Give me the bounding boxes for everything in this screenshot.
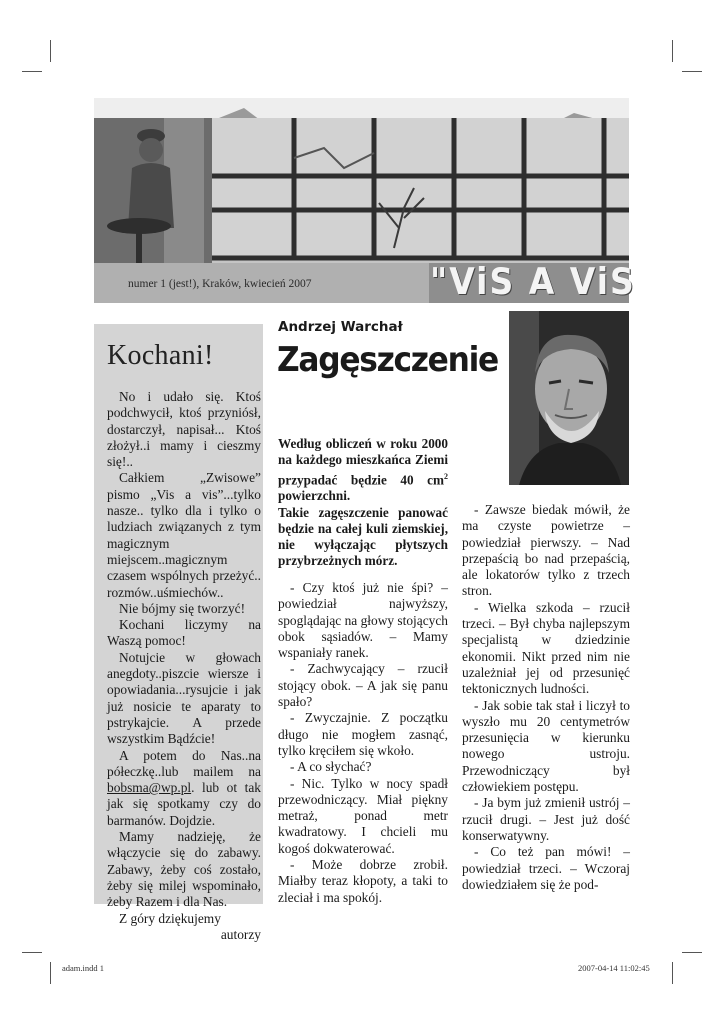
- article-author: Andrzej Warchał: [278, 319, 403, 335]
- footer-filename: adam.indd 1: [62, 963, 105, 973]
- article-column-3: [462, 502, 630, 893]
- article-paragraph: - A co słychać?: [290, 759, 372, 775]
- logo: "ViS A ViS: [430, 260, 636, 303]
- lead-text-end: powierzchni.: [278, 488, 351, 504]
- lead-text: Według obliczeń w roku 2000 na każdego mieszkańca Ziemi przypadać będzie 40 cm: [278, 436, 448, 487]
- article-paragraph: - Czy ktoś już nie śpi? – powiedział najwyższy, spoglądając na głowy stojących obok sąsiadów. – Mamy wspaniały ranek.: [278, 580, 448, 661]
- article-headline: Zagęszczenie: [277, 340, 498, 380]
- editorial-paragraph: Całkiem „Zwisowe” pismo „Vis a vis”...tylko nasze.. tylko dla i tylko o ludziach związanych z tym magicznym miejscem..magicznym czasem wspólnych przeżyć.. rozmów..uśmiechów..: [107, 470, 261, 600]
- editorial-title: Kochani!: [107, 340, 214, 371]
- lead-paragraph: Takie zagęszczenie panować będzie na całej kuli ziemskiej, nie wyłączając płytszych przybrzeżnych mórz.: [278, 504, 448, 569]
- editorial-body: [107, 389, 261, 943]
- editorial-paragraph: Kochani liczymy na Waszą pomoc!: [107, 617, 261, 649]
- article-paragraph: - Jak sobie tak stał i liczył to wyszło mu 20 centymetrów przesunięcia w kierunku nowego ustroju. Przewodniczący był człowiekiem postępu.: [462, 697, 630, 795]
- editorial-paragraph: Notujcie w głowach anegdoty..piszcie wiersze i opowiadania...rysujcie i jak już nosicie te aparaty to pstrykajcie. A przede wszystkim Bądźcie!: [107, 649, 261, 747]
- issue-line: numer 1 (jest!), Kraków, kwiecień 2007: [128, 278, 312, 290]
- editorial-paragraph: Nie bójmy się tworzyć!: [119, 600, 246, 616]
- crop-mark: [50, 962, 51, 984]
- editorial-paragraph: No i udało się. Ktoś podchwycił, ktoś przyniósł, dostarczył, napisał... Ktoś złożył..i mamy i cieszmy się!..: [107, 389, 261, 470]
- article-lead: [278, 436, 448, 570]
- article-paragraph: - Zawsze biedak mówił, że ma czyste powietrze – powiedział pierwszy. – Nad przepaścią bo nad przepaścią, ale lokatorów tylko z trzech stron.: [462, 502, 630, 599]
- contact-text-before: A potem do Nas..na półeczkę..lub mailem na: [107, 747, 261, 779]
- article-paragraph: - Zachwycający – rzucił stojący obok. – A jak się panu spało?: [278, 661, 448, 710]
- crop-mark: [22, 952, 42, 953]
- crop-mark: [672, 962, 673, 984]
- article-paragraph: - Co też pan mówi! – powiedział trzeci. – Wczoraj dowiedziałem się że pod-: [462, 844, 630, 892]
- editorial-paragraph: Mamy nadzieję, że włączycie się do zabawy. Zabawy, żeby coś zostało, żeby się milej wspominało, żeby Razem i dla Nas.: [107, 829, 261, 910]
- crop-mark: [22, 71, 42, 72]
- article-paragraph: - Zwyczajnie. Z początku długo nie mogłem zasnąć, tylko kręciłem się wkoło.: [278, 710, 448, 758]
- editorial-contact-paragraph: [107, 748, 261, 829]
- author-portrait: [509, 311, 629, 485]
- crop-mark: [672, 40, 673, 62]
- crop-mark: [50, 40, 51, 62]
- editorial-paragraph: Z góry dziękujemy: [119, 910, 221, 926]
- lead-paragraph: [278, 436, 448, 505]
- crop-mark: [682, 952, 702, 953]
- article-column-2: [278, 580, 448, 906]
- article-paragraph: - Ja bym już zmienił ustrój – rzucił drugi. – Jest już dość konserwatywny.: [462, 795, 630, 843]
- lead-superscript: 2: [444, 471, 448, 481]
- crop-mark: [682, 71, 702, 72]
- portrait-illustration: [509, 311, 629, 485]
- editorial-signature: autorzy: [220, 926, 261, 942]
- email-link[interactable]: bobsma@wp.pl: [107, 780, 192, 796]
- contact-text-after: . lub ot tak jak się spotkamy czy do barmanów. Dojdzie.: [107, 780, 261, 828]
- article-paragraph: - Nic. Tylko w nocy spadł przewodniczący. Miał piękny metraż, ponad metr kwadratowy. I chcieli mu kogoś dokwaterować.: [278, 775, 448, 856]
- footer-timestamp: 2007-04-14 11:02:45: [578, 963, 650, 973]
- article-paragraph: - Może dobrze zrobił. Miałby teraz kłopoty, a taki to zleciał i ma spokój.: [278, 857, 448, 905]
- article-paragraph: - Wielka szkoda – rzucił trzeci. – Był chyba najlepszym specjalistą w dziedzinie ekonomii. Nikt przed nim nie uzależniał jej od przesunięć tektonicznych ludności.: [462, 599, 630, 697]
